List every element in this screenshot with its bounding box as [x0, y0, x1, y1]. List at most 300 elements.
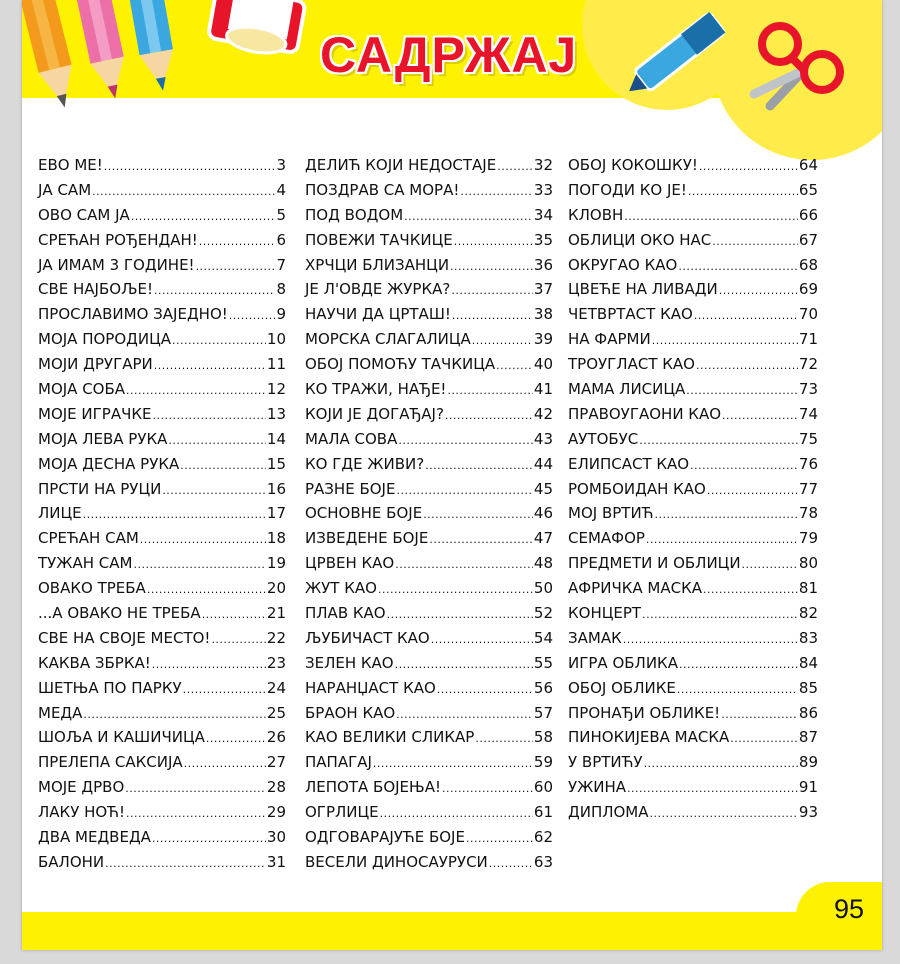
toc-entry-page: 24: [266, 678, 286, 697]
toc-leader-dots: [83, 508, 266, 521]
toc-entry-page: 59: [533, 753, 553, 772]
toc-entry-title: МОЈА ПОРОДИЦА: [38, 330, 171, 349]
toc-entry-title: НАРАНЏАСТ КАО: [305, 678, 436, 697]
toc-entry-title: ИГРА ОБЛИКА: [568, 653, 678, 672]
toc-entry-title: ОГРЛИЦЕ: [305, 803, 379, 822]
toc-leader-dots: [140, 533, 266, 546]
toc-entry-title: МОЈА ЛЕВА РУКА: [38, 429, 168, 448]
toc-leader-dots: [489, 857, 533, 870]
toc-entry-title: ЛИЦЕ: [38, 504, 82, 523]
toc-entry-title: ПИНОКИЈЕВА МАСКА: [568, 728, 730, 747]
toc-entry: [305, 828, 553, 853]
toc-entry-page: 4: [276, 180, 286, 199]
toc-leader-dots: [652, 334, 798, 347]
toc-leader-dots: [442, 782, 533, 795]
toc-entry-title: КАКВА ЗБРКА!: [38, 653, 151, 672]
toc-leader-dots: [719, 284, 798, 297]
toc-entry-title: ОВАКО ТРЕБА: [38, 579, 146, 598]
toc-entry-page: 70: [798, 305, 818, 324]
toc-column-1: [38, 156, 286, 878]
toc-entry: [305, 504, 553, 529]
toc-entry-title: ЉУБИЧАСТ КАО: [305, 628, 430, 647]
toc-entry-page: 86: [798, 703, 818, 722]
toc-entry-title: ОБОЈ ПОМОЋУ ТАЧКИЦА: [305, 355, 496, 374]
toc-entry-page: 23: [266, 653, 286, 672]
toc-entry-page: 58: [533, 728, 553, 747]
toc-leader-dots: [378, 583, 533, 596]
toc-entry: [305, 803, 553, 828]
toc-entry-page: 72: [798, 355, 818, 374]
toc-leader-dots: [624, 210, 798, 223]
toc-entry-page: 10: [266, 330, 286, 349]
toc-entry-title: МАЛА СОВА: [305, 429, 398, 448]
toc-entry-title: МОЈА ДЕСНА РУКА: [38, 454, 180, 473]
toc-entry-title: СРЕЋАН САМ: [38, 529, 139, 548]
toc-entry-title: ПРОНАЂИ ОБЛИКЕ!: [568, 703, 721, 722]
toc-entry: [568, 330, 818, 355]
toc-entry-title: ВЕСЕЛИ ДИНОСАУРУСИ: [305, 852, 488, 871]
toc-entry: [568, 579, 818, 604]
toc-leader-dots: [686, 384, 798, 397]
toc-leader-dots: [646, 533, 798, 546]
toc-entry-page: 39: [533, 330, 553, 349]
toc-entry-title: ОБОЈ ОБЛИКЕ: [568, 678, 676, 697]
toc-leader-dots: [639, 434, 798, 447]
toc-leader-dots: [694, 309, 798, 322]
toc-entry: [38, 704, 286, 729]
page-number: 95: [833, 894, 864, 924]
toc-entry-title: ЛАКУ НОЋ!: [38, 803, 125, 822]
toc-leader-dots: [229, 309, 276, 322]
toc-entry-page: 81: [798, 579, 818, 598]
toc-leader-dots: [105, 857, 266, 870]
toc-entry-page: 62: [533, 828, 553, 847]
toc-entry-title: РОМБОИДАН КАО: [568, 479, 706, 498]
toc-entry: [568, 280, 818, 305]
toc-entry-page: 60: [533, 778, 553, 797]
toc-entry: [568, 803, 818, 828]
toc-entry-page: 87: [798, 728, 818, 747]
toc-entry-page: 93: [798, 803, 818, 822]
toc-leader-dots: [451, 284, 533, 297]
toc-entry: [568, 206, 818, 231]
toc-leader-dots: [450, 260, 533, 273]
toc-entry-title: МЕДА: [38, 703, 83, 722]
toc-leader-dots: [126, 807, 266, 820]
toc-entry-page: 46: [533, 504, 553, 523]
toc-entry-page: 44: [533, 454, 553, 473]
toc-entry-page: 84: [798, 653, 818, 672]
toc-leader-dots: [404, 210, 533, 223]
toc-entry-page: 36: [533, 255, 553, 274]
toc-entry: [38, 181, 286, 206]
toc-leader-dots: [199, 235, 276, 248]
toc-leader-dots: [466, 832, 533, 845]
toc-entry-page: 31: [266, 852, 286, 871]
eraser-icon: [202, 0, 312, 62]
toc-entry: [568, 629, 818, 654]
toc-entry-title: РАЗНЕ БОЈЕ: [305, 479, 396, 498]
toc-entry-title: ЕВО МЕ!: [38, 156, 103, 174]
toc-entry: [38, 753, 286, 778]
toc-entry-page: 35: [533, 230, 553, 249]
toc-entry: [38, 629, 286, 654]
toc-entry-title: КОЈИ ЈЕ ДОГАЂАЈ?: [305, 404, 444, 423]
toc-leader-dots: [654, 508, 797, 521]
toc-entry-page: 29: [266, 803, 286, 822]
toc-entry-page: 21: [266, 604, 286, 623]
toc-leader-dots: [423, 508, 533, 521]
toc-entry-page: 91: [798, 778, 818, 797]
toc-leader-dots: [679, 658, 798, 671]
toc-leader-dots: [627, 782, 798, 795]
toc-leader-dots: [152, 832, 266, 845]
toc-entry-page: 83: [798, 628, 818, 647]
toc-leader-dots: [678, 260, 798, 273]
toc-entry-title: ОВО САМ ЈА: [38, 205, 130, 224]
toc-leader-dots: [730, 732, 798, 745]
toc-entry-title: ЗЕЛЕН КАО: [305, 653, 394, 672]
toc-entry: [38, 380, 286, 405]
toc-leader-dots: [742, 558, 798, 571]
toc-leader-dots: [429, 533, 533, 546]
toc-entry: [305, 654, 553, 679]
toc-entry-page: 20: [266, 579, 286, 598]
toc-entry: [305, 380, 553, 405]
toc-entry: [38, 231, 286, 256]
toc-leader-dots: [147, 583, 266, 596]
toc-entry-page: 41: [533, 380, 553, 399]
toc-entry-page: 18: [266, 529, 286, 548]
toc-entry-title: ДВА МЕДВЕДА: [38, 828, 151, 847]
toc-entry-page: 61: [533, 803, 553, 822]
toc-leader-dots: [703, 583, 798, 596]
toc-entry-page: 14: [266, 429, 286, 448]
toc-entry-page: 63: [533, 852, 553, 871]
toc-leader-dots: [152, 658, 266, 671]
toc-leader-dots: [431, 633, 533, 646]
toc-entry: [568, 753, 818, 778]
toc-entry-page: 9: [276, 305, 286, 324]
toc-entry: [305, 554, 553, 579]
toc-entry-title: МОЈА СОБА: [38, 380, 126, 399]
toc-entry: [38, 778, 286, 803]
toc-entry-page: 22: [266, 628, 286, 647]
toc-leader-dots: [445, 409, 533, 422]
toc-leader-dots: [699, 160, 798, 173]
toc-entry-page: 40: [533, 355, 553, 374]
toc-entry-page: 57: [533, 703, 553, 722]
toc-entry: [38, 679, 286, 704]
toc-leader-dots: [202, 608, 266, 621]
toc-leader-dots: [196, 260, 276, 273]
toc-entry: [305, 280, 553, 305]
toc-entry-title: СВЕ НАЈБОЉЕ!: [38, 280, 153, 299]
toc-entry: [38, 803, 286, 828]
toc-entry: [305, 579, 553, 604]
toc-entry-page: 15: [266, 454, 286, 473]
toc-entry: [568, 256, 818, 281]
toc-entry: [38, 280, 286, 305]
toc-entry-title: ИЗВЕДЕНЕ БОЈЕ: [305, 529, 429, 548]
toc-entry: [305, 405, 553, 430]
toc-entry-title: КОНЦЕРТ: [568, 604, 642, 623]
toc-entry-page: 69: [798, 280, 818, 299]
toc-entry-page: 80: [798, 554, 818, 573]
toc-entry: [568, 156, 818, 181]
toc-leader-dots: [206, 732, 266, 745]
toc-entry: [568, 554, 818, 579]
toc-entry-page: 42: [533, 404, 553, 423]
toc-entry: [568, 430, 818, 455]
toc-entry: [38, 480, 286, 505]
toc-entry-title: ...А ОВАКО НЕ ТРЕБА: [38, 604, 201, 623]
toc-entry-title: УЖИНА: [568, 778, 627, 797]
toc-entry-page: 78: [798, 504, 818, 523]
toc-entry: [305, 679, 553, 704]
toc-entry: [568, 231, 818, 256]
pencil-icon: [22, 0, 192, 125]
toc-entry-page: 7: [276, 255, 286, 274]
toc-entry: [38, 206, 286, 231]
toc-leader-dots: [373, 757, 533, 770]
toc-entry: [38, 430, 286, 455]
toc-leader-dots: [395, 558, 533, 571]
toc-leader-dots: [721, 708, 798, 721]
toc-entry: [568, 778, 818, 803]
toc-leader-dots: [92, 185, 275, 198]
toc-entry-title: ШОЉА И КАШИЧИЦА: [38, 728, 205, 747]
toc-entry-page: 77: [798, 479, 818, 498]
toc-entry: [305, 330, 553, 355]
toc-entry-page: 48: [533, 554, 553, 573]
toc-leader-dots: [104, 160, 276, 173]
toc-entry: [305, 355, 553, 380]
toc-leader-dots: [83, 708, 266, 721]
toc-entry-page: 3: [276, 156, 286, 174]
toc-entry-title: ПРЕДМЕТИ И ОБЛИЦИ: [568, 554, 741, 573]
toc-entry-title: ТУЖАН САМ: [38, 554, 133, 573]
toc-entry-title: БРАОН КАО: [305, 703, 396, 722]
toc-entry-page: 28: [266, 778, 286, 797]
toc-column-2: [305, 156, 553, 878]
toc-leader-dots: [475, 732, 533, 745]
toc-entry-title: МОЈЕ ИГРАЧКЕ: [38, 404, 152, 423]
toc-entry-page: 85: [798, 678, 818, 697]
toc-leader-dots: [642, 608, 798, 621]
toc-entry-title: ПАПАГАЈ: [305, 753, 372, 772]
toc-entry-title: ЈА ИМАМ 3 ГОДИНЕ!: [38, 255, 195, 274]
toc-entry: [305, 778, 553, 803]
toc-leader-dots: [398, 434, 533, 447]
toc-entry: [38, 604, 286, 629]
toc-leader-dots: [133, 558, 265, 571]
toc-entry-page: 54: [533, 628, 553, 647]
toc-entry: [568, 529, 818, 554]
toc-entry-title: МОРСКА СЛАГАЛИЦА: [305, 330, 471, 349]
toc-leader-dots: [183, 683, 266, 696]
toc-leader-dots: [154, 284, 275, 297]
toc-entry: [305, 430, 553, 455]
toc-entry-title: ХРЧЦИ БЛИЗАНЦИ: [305, 255, 450, 274]
toc-entry-title: МОЈИ ДРУГАРИ: [38, 355, 153, 374]
toc-entry-page: 17: [266, 504, 286, 523]
toc-leader-dots: [168, 434, 266, 447]
toc-entry-title: ПОГОДИ КО ЈЕ!: [568, 180, 687, 199]
toc-leader-dots: [180, 459, 266, 472]
toc-entry: [568, 455, 818, 480]
toc-entry: [568, 380, 818, 405]
toc-leader-dots: [452, 309, 533, 322]
toc-column-3: [568, 156, 818, 828]
toc-entry-title: КАО ВЕЛИКИ СЛИКАР: [305, 728, 475, 747]
toc-entry: [305, 529, 553, 554]
toc-entry: [305, 604, 553, 629]
toc-entry-page: 13: [266, 404, 286, 423]
toc-entry-title: ПРОСЛАВИМО ЗАЈЕДНО!: [38, 305, 228, 324]
toc-entry-page: 74: [798, 404, 818, 423]
toc-entry: [38, 256, 286, 281]
toc-entry: [38, 654, 286, 679]
toc-entry-title: КО ГДЕ ЖИВИ?: [305, 454, 425, 473]
toc-entry: [568, 405, 818, 430]
toc-entry-title: ЛЕПОТА БОЈЕЊА!: [305, 778, 441, 797]
toc-leader-dots: [380, 807, 533, 820]
toc-leader-dots: [437, 683, 533, 696]
toc-leader-dots: [396, 484, 532, 497]
toc-entry-title: ЗАМАК: [568, 628, 622, 647]
toc-entry-title: ПОД ВОДОМ: [305, 205, 404, 224]
toc-leader-dots: [712, 235, 798, 248]
toc-leader-dots: [722, 409, 798, 422]
toc-entry-page: 26: [266, 728, 286, 747]
toc-entry-title: ПРАВОУГАОНИ КАО: [568, 404, 722, 423]
toc-leader-dots: [696, 359, 798, 372]
toc-entry-page: 82: [798, 604, 818, 623]
toc-entry-page: 76: [798, 454, 818, 473]
toc-leader-dots: [688, 185, 798, 198]
toc-entry-page: 6: [276, 230, 286, 249]
toc-entry-title: ЕЛИПСАСТ КАО: [568, 454, 690, 473]
toc-entry-page: 25: [266, 703, 286, 722]
toc-entry: [305, 753, 553, 778]
toc-entry-page: 65: [798, 180, 818, 199]
toc-entry: [568, 679, 818, 704]
toc-entry-title: СРЕЋАН РОЂЕНДАН!: [38, 230, 198, 249]
toc-leader-dots: [395, 658, 533, 671]
toc-entry-page: 30: [266, 828, 286, 847]
toc-entry: [38, 405, 286, 430]
toc-leader-dots: [644, 757, 798, 770]
toc-leader-dots: [154, 359, 266, 372]
toc-leader-dots: [162, 484, 266, 497]
toc-entry: [305, 256, 553, 281]
toc-entry: [305, 704, 553, 729]
toc-entry-title: АУТОБУС: [568, 429, 639, 448]
toc-entry-title: ПРЕЛЕПА САКСИЈА: [38, 753, 183, 772]
toc-entry-page: 73: [798, 380, 818, 399]
toc-entry-page: 66: [798, 205, 818, 224]
toc-entry-title: МОЈ ВРТИЋ: [568, 504, 654, 523]
toc-entry-page: 8: [276, 280, 286, 299]
toc-entry-page: 11: [266, 355, 286, 374]
toc-leader-dots: [454, 235, 533, 248]
toc-entry-page: 33: [533, 180, 553, 199]
toc-entry: [38, 554, 286, 579]
toc-entry-title: ШЕТЊА ПО ПАРКУ: [38, 678, 182, 697]
toc-entry-title: ЧЕТВРТАСТ КАО: [568, 305, 693, 324]
toc-entry-title: ДЕЛИЋ КОЈИ НЕДОСТАЈЕ: [305, 156, 497, 174]
toc-entry: [305, 853, 553, 878]
toc-leader-dots: [131, 210, 276, 223]
toc-entry: [305, 305, 553, 330]
toc-entry: [38, 579, 286, 604]
toc-leader-dots: [211, 633, 265, 646]
toc-entry-title: НА ФАРМИ: [568, 330, 651, 349]
marker-icon: [612, 0, 752, 110]
toc-entry-page: 43: [533, 429, 553, 448]
toc-entry-title: ТРОУГЛАСТ КАО: [568, 355, 695, 374]
toc-entry-title: КО ТРАЖИ, НАЂЕ!: [305, 380, 447, 399]
toc-entry-title: ЈА САМ: [38, 180, 92, 199]
toc-entry: [305, 480, 553, 505]
toc-entry-title: ПОВЕЖИ ТАЧКИЦЕ: [305, 230, 453, 249]
toc-leader-dots: [690, 459, 798, 472]
toc-leader-dots: [650, 807, 798, 820]
toc-entry-title: СВЕ НА СВОЈЕ МЕСТО!: [38, 628, 211, 647]
toc-entry: [568, 704, 818, 729]
toc-entry-page: 34: [533, 205, 553, 224]
toc-entry: [305, 206, 553, 231]
toc-leader-dots: [396, 708, 533, 721]
toc-leader-dots: [172, 334, 266, 347]
toc-entry: [568, 305, 818, 330]
toc-entry-page: 47: [533, 529, 553, 548]
toc-entry-title: ЦРВЕН КАО: [305, 554, 395, 573]
toc-entry-title: БАЛОНИ: [38, 852, 105, 871]
toc-leader-dots: [125, 782, 266, 795]
toc-entry-page: 67: [798, 230, 818, 249]
toc-entry-title: ЦВЕЋЕ НА ЛИВАДИ: [568, 280, 718, 299]
toc-entry: [568, 654, 818, 679]
toc-entry: [305, 231, 553, 256]
toc-entry-title: ПРСТИ НА РУЦИ: [38, 479, 162, 498]
toc-leader-dots: [184, 757, 266, 770]
toc-entry-page: 19: [266, 554, 286, 573]
toc-leader-dots: [623, 633, 798, 646]
toc-leader-dots: [425, 459, 533, 472]
book-page: [22, 0, 882, 950]
toc-leader-dots: [447, 384, 532, 397]
toc-entry-page: 16: [266, 479, 286, 498]
toc-entry: [305, 629, 553, 654]
toc-entry: [38, 305, 286, 330]
toc-entry-title: У ВРТИЋУ: [568, 753, 643, 772]
footer-band: [22, 912, 882, 950]
toc-entry-title: АФРИЧКА МАСКА: [568, 579, 702, 598]
toc-leader-dots: [677, 683, 798, 696]
toc-entry: [38, 828, 286, 853]
toc-entry-page: 56: [533, 678, 553, 697]
toc-entry: [568, 181, 818, 206]
toc-entry-title: ДИПЛОМА: [568, 803, 649, 822]
toc-entry: [38, 853, 286, 878]
toc-entry-page: 79: [798, 529, 818, 548]
toc-entry-title: НАУЧИ ДА ЦРТАШ!: [305, 305, 451, 324]
toc-entry-page: 50: [533, 579, 553, 598]
toc-entry-title: ЈЕ Л'ОВДЕ ЖУРКА?: [305, 280, 451, 299]
toc-entry: [38, 355, 286, 380]
